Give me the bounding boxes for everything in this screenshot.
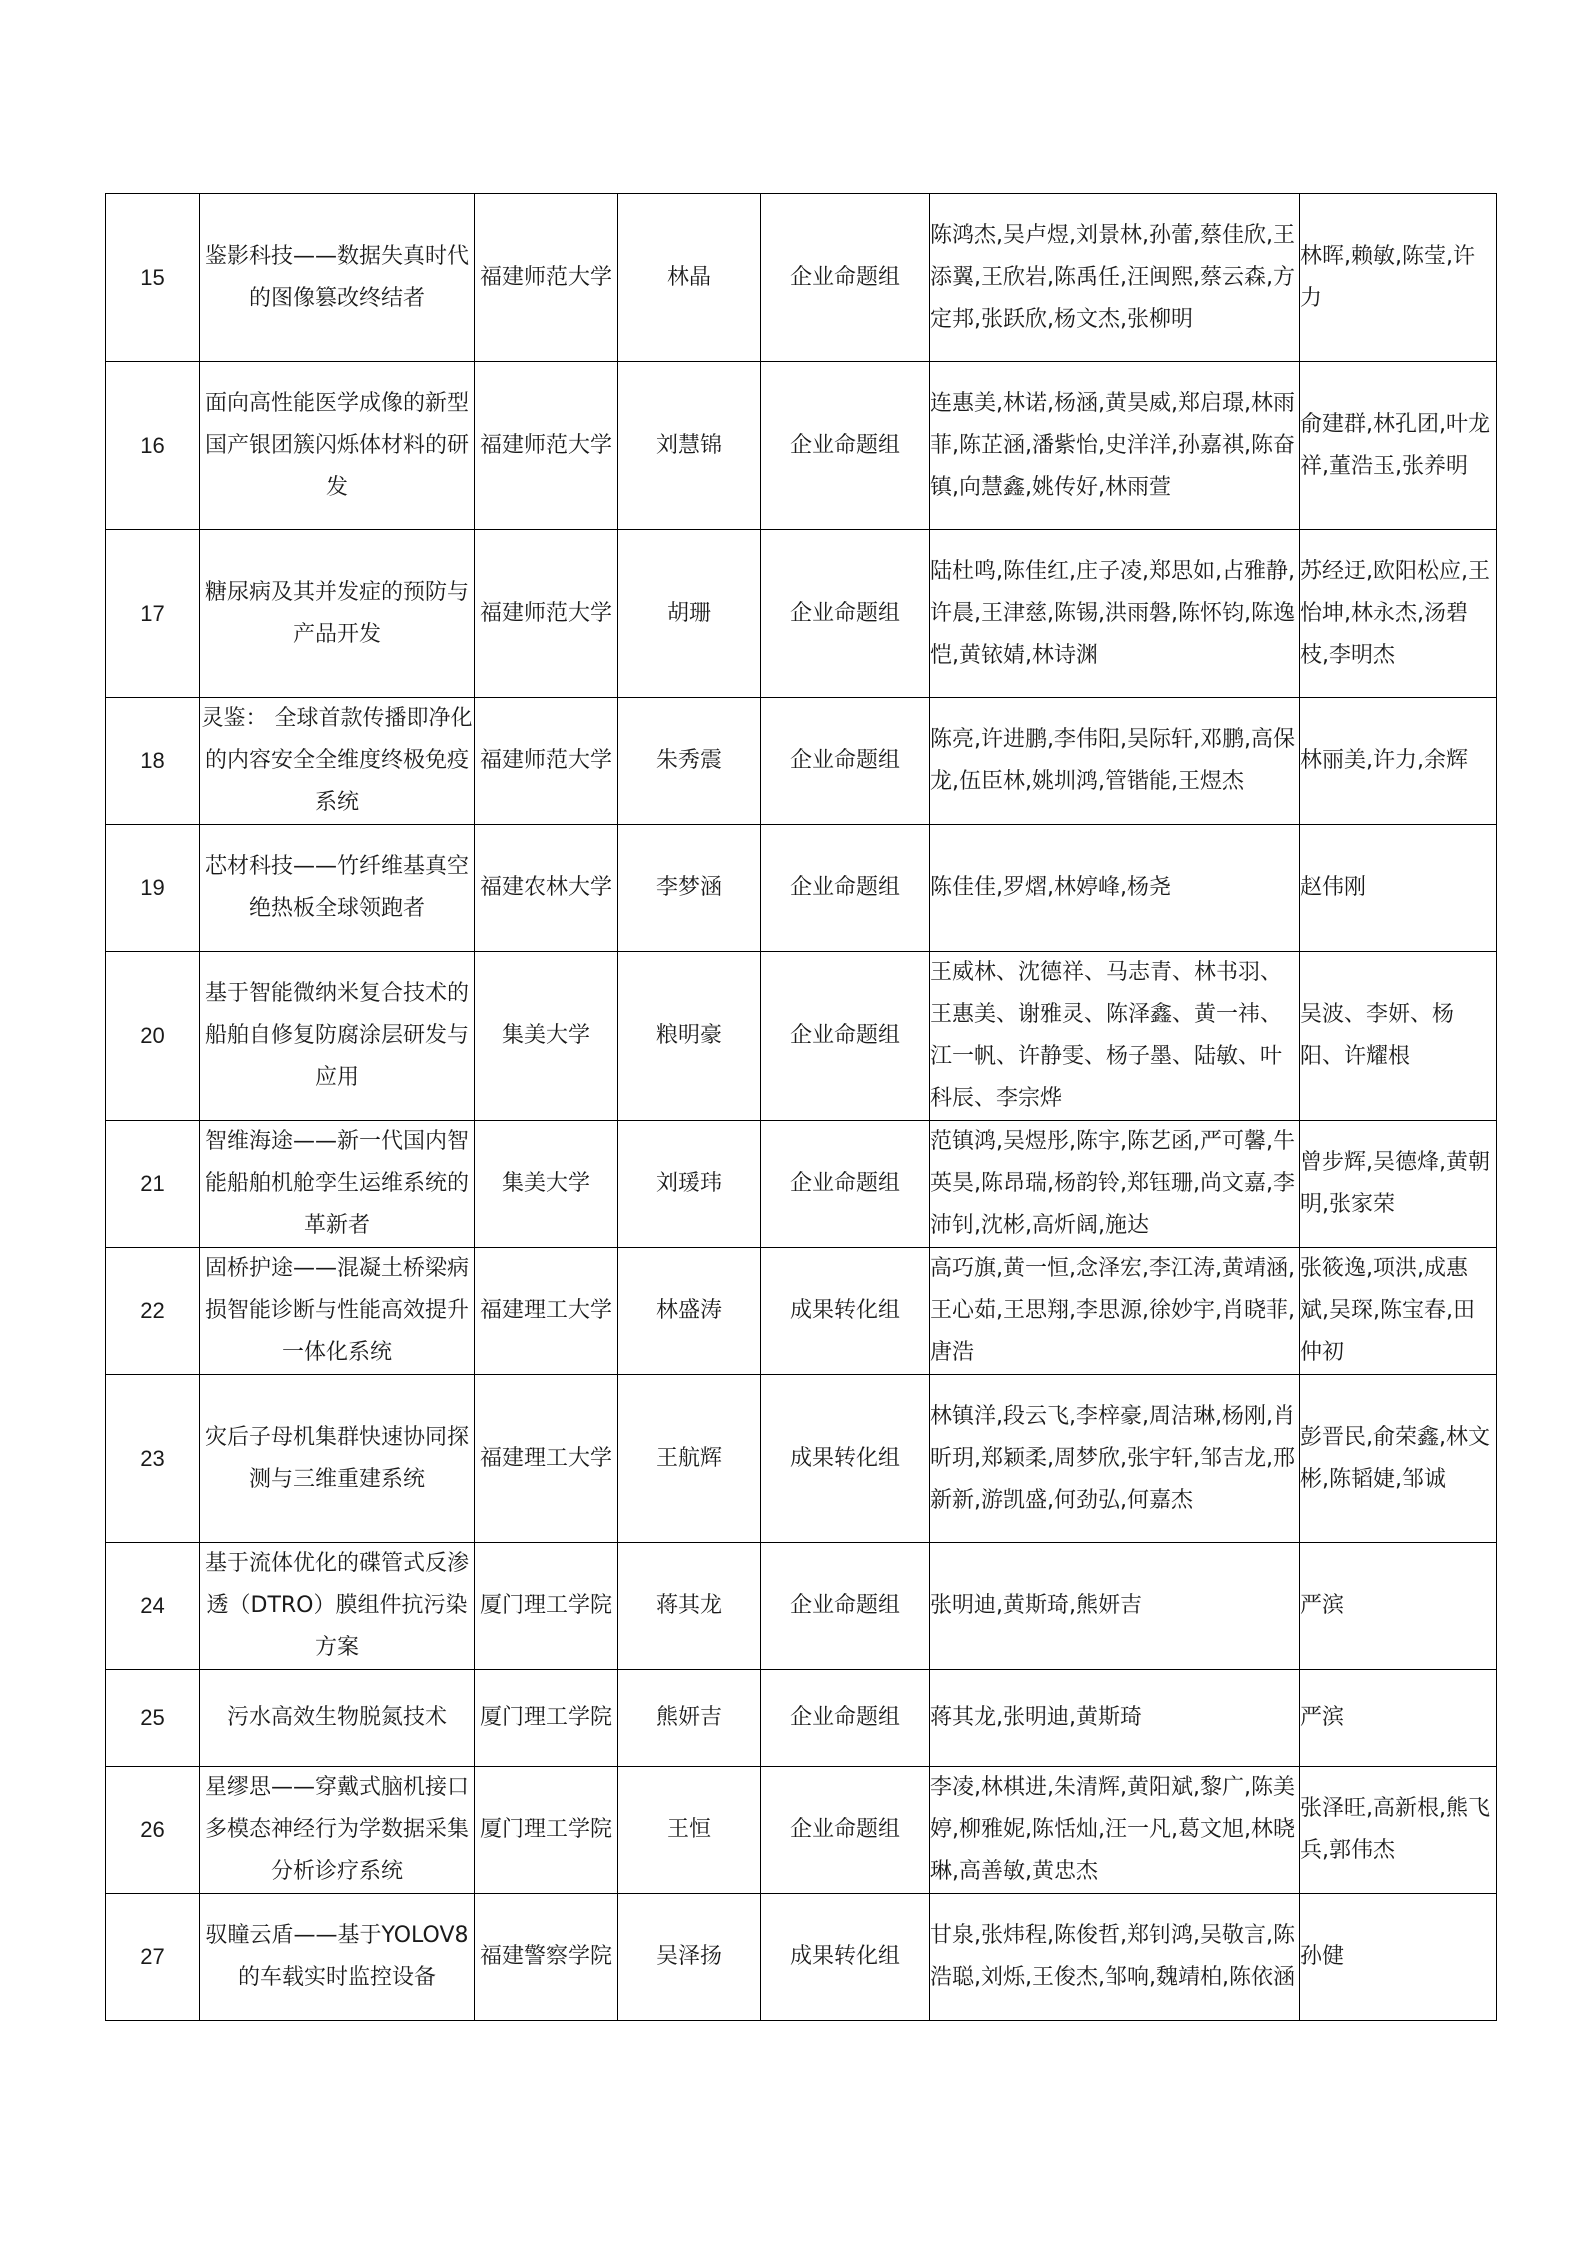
school-name: 厦门理工学院 — [475, 1767, 618, 1894]
school-name: 福建师范大学 — [475, 530, 618, 698]
school-name: 福建理工大学 — [475, 1248, 618, 1375]
table-row — [106, 194, 1497, 362]
table-row — [106, 1670, 1497, 1767]
team-leader: 蒋其龙 — [618, 1543, 761, 1670]
team-leader: 刘慧锦 — [618, 362, 761, 530]
team-members: 蒋其龙,张明迪,黄斯琦 — [930, 1670, 1300, 1767]
advisors: 严滨 — [1300, 1670, 1497, 1767]
table-row — [106, 1543, 1497, 1670]
table-row — [106, 952, 1497, 1121]
row-number: 16 — [106, 362, 200, 530]
table-row — [106, 1767, 1497, 1894]
table-row — [106, 825, 1497, 952]
team-leader: 吴泽扬 — [618, 1894, 761, 2021]
advisors: 俞建群,林孔团,叶龙祥,董浩玉,张养明 — [1300, 362, 1497, 530]
project-name: 灾后子母机集群快速协同探测与三维重建系统 — [200, 1375, 475, 1543]
team-members: 高巧旗,黄一恒,念泽宏,李江涛,黄靖涵,王心茹,王思翔,李思源,徐妙宇,肖晓菲,唐浩 — [930, 1248, 1300, 1375]
team-members: 林镇洋,段云飞,李梓豪,周洁琳,杨刚,肖昕玥,郑颖柔,周梦欣,张宇轩,邹吉龙,邢新新,游凯盛,何劲弘,何嘉杰 — [930, 1375, 1300, 1543]
competition-group: 成果转化组 — [761, 1375, 930, 1543]
team-members: 张明迪,黄斯琦,熊妍吉 — [930, 1543, 1300, 1670]
project-name: 星缪思——穿戴式脑机接口多模态神经行为学数据采集分析诊疗系统 — [200, 1767, 475, 1894]
project-name: 污水高效生物脱氮技术 — [200, 1670, 475, 1767]
team-leader: 李梦涵 — [618, 825, 761, 952]
table-row — [106, 698, 1497, 825]
table-row — [106, 1894, 1497, 2021]
competition-group: 企业命题组 — [761, 1543, 930, 1670]
table-row — [106, 1121, 1497, 1248]
school-name: 福建警察学院 — [475, 1894, 618, 2021]
document-page — [105, 193, 1497, 2021]
row-number: 18 — [106, 698, 200, 825]
team-members: 连惠美,林诺,杨涵,黄昊威,郑启璟,林雨菲,陈芷涵,潘紫怡,史洋洋,孙嘉祺,陈奋镇,向慧鑫,姚传好,林雨萱 — [930, 362, 1300, 530]
project-roster-table — [105, 193, 1497, 2021]
team-leader: 粮明豪 — [618, 952, 761, 1121]
team-leader: 林晶 — [618, 194, 761, 362]
school-name: 福建理工大学 — [475, 1375, 618, 1543]
team-members: 李凌,林棋进,朱清辉,黄阳斌,黎广,陈美婷,柳雅妮,陈恬灿,汪一凡,葛文旭,林晓琳,高善敏,黄忠杰 — [930, 1767, 1300, 1894]
row-number: 26 — [106, 1767, 200, 1894]
school-name: 福建师范大学 — [475, 362, 618, 530]
row-number: 15 — [106, 194, 200, 362]
table-row — [106, 362, 1497, 530]
team-members: 陆杜鸣,陈佳红,庄子凌,郑思如,占雅静,许晨,王津慈,陈锡,洪雨磐,陈怀钧,陈逸恺,黄铱婧,林诗渊 — [930, 530, 1300, 698]
competition-group: 企业命题组 — [761, 530, 930, 698]
table-row — [106, 1248, 1497, 1375]
school-name: 福建师范大学 — [475, 194, 618, 362]
competition-group: 企业命题组 — [761, 825, 930, 952]
table-row — [106, 1375, 1497, 1543]
project-name: 智维海途——新一代国内智能船舶机舱孪生运维系统的革新者 — [200, 1121, 475, 1248]
competition-group: 企业命题组 — [761, 362, 930, 530]
school-name: 厦门理工学院 — [475, 1670, 618, 1767]
advisors: 张筱逸,项洪,成惠斌,吴琛,陈宝春,田仲初 — [1300, 1248, 1497, 1375]
team-members: 范镇鸿,吴煜彤,陈宇,陈艺函,严可馨,牛英昊,陈昂瑞,杨韵铃,郑钰珊,尚文嘉,李沛钊,沈彬,高炘阔,施达 — [930, 1121, 1300, 1248]
advisors: 林丽美,许力,余辉 — [1300, 698, 1497, 825]
team-members: 甘泉,张炜程,陈俊哲,郑钊鸿,吴敬言,陈浩聪,刘烁,王俊杰,邹响,魏靖柏,陈依涵 — [930, 1894, 1300, 2021]
team-leader: 刘瑗玮 — [618, 1121, 761, 1248]
school-name: 集美大学 — [475, 1121, 618, 1248]
advisors: 张泽旺,高新根,熊飞兵,郭伟杰 — [1300, 1767, 1497, 1894]
project-name: 糖尿病及其并发症的预防与产品开发 — [200, 530, 475, 698]
team-members: 陈鸿杰,吴卢煜,刘景林,孙蕾,蔡佳欣,王添翼,王欣岩,陈禹任,汪闽熙,蔡云森,方定邦,张跃欣,杨文杰,张柳明 — [930, 194, 1300, 362]
team-members: 陈亮,许进鹏,李伟阳,吴际轩,邓鹏,高保龙,伍臣林,姚圳鸿,管锴能,王煜杰 — [930, 698, 1300, 825]
team-leader: 胡珊 — [618, 530, 761, 698]
row-number: 24 — [106, 1543, 200, 1670]
project-name: 芯材科技——竹纤维基真空绝热板全球领跑者 — [200, 825, 475, 952]
competition-group: 企业命题组 — [761, 952, 930, 1121]
row-number: 21 — [106, 1121, 200, 1248]
table-row — [106, 530, 1497, 698]
row-number: 23 — [106, 1375, 200, 1543]
school-name: 集美大学 — [475, 952, 618, 1121]
row-number: 19 — [106, 825, 200, 952]
advisors: 孙健 — [1300, 1894, 1497, 2021]
competition-group: 企业命题组 — [761, 1121, 930, 1248]
row-number: 17 — [106, 530, 200, 698]
project-name: 面向高性能医学成像的新型国产银团簇闪烁体材料的研发 — [200, 362, 475, 530]
competition-group: 成果转化组 — [761, 1894, 930, 2021]
project-name: 鉴影科技——数据失真时代的图像篡改终结者 — [200, 194, 475, 362]
team-leader: 熊妍吉 — [618, 1670, 761, 1767]
row-number: 25 — [106, 1670, 200, 1767]
school-name: 福建师范大学 — [475, 698, 618, 825]
project-name: 基于流体优化的碟管式反渗透（DTRO）膜组件抗污染方案 — [200, 1543, 475, 1670]
team-leader: 王恒 — [618, 1767, 761, 1894]
advisors: 林晖,赖敏,陈莹,许力 — [1300, 194, 1497, 362]
project-name: 灵鉴： 全球首款传播即净化的内容安全全维度终极免疫系统 — [200, 698, 475, 825]
row-number: 20 — [106, 952, 200, 1121]
advisors: 曾步辉,吴德烽,黄朝明,张家荣 — [1300, 1121, 1497, 1248]
team-leader: 林盛涛 — [618, 1248, 761, 1375]
advisors: 彭晋民,俞荣鑫,林文彬,陈韬婕,邹诚 — [1300, 1375, 1497, 1543]
project-name: 基于智能微纳米复合技术的船舶自修复防腐涂层研发与应用 — [200, 952, 475, 1121]
school-name: 厦门理工学院 — [475, 1543, 618, 1670]
team-members: 陈佳佳,罗熠,林婷峰,杨尧 — [930, 825, 1300, 952]
project-name: 驭瞳云盾——基于YOLOV8的车载实时监控设备 — [200, 1894, 475, 2021]
team-leader: 朱秀震 — [618, 698, 761, 825]
competition-group: 企业命题组 — [761, 194, 930, 362]
competition-group: 企业命题组 — [761, 698, 930, 825]
competition-group: 企业命题组 — [761, 1670, 930, 1767]
advisors: 吴波、李妍、杨阳、许耀根 — [1300, 952, 1497, 1121]
project-name: 固桥护途——混凝土桥梁病损智能诊断与性能高效提升一体化系统 — [200, 1248, 475, 1375]
advisors: 赵伟刚 — [1300, 825, 1497, 952]
competition-group: 成果转化组 — [761, 1248, 930, 1375]
advisors: 苏经迂,欧阳松应,王怡坤,林永杰,汤碧枝,李明杰 — [1300, 530, 1497, 698]
row-number: 27 — [106, 1894, 200, 2021]
row-number: 22 — [106, 1248, 200, 1375]
advisors: 严滨 — [1300, 1543, 1497, 1670]
competition-group: 企业命题组 — [761, 1767, 930, 1894]
team-leader: 王航辉 — [618, 1375, 761, 1543]
school-name: 福建农林大学 — [475, 825, 618, 952]
team-members: 王威林、沈德祥、马志青、林书羽、王惠美、谢雅灵、陈泽鑫、黄一祎、江一帆、许静雯、杨子墨、陆敏、叶科辰、李宗烨 — [930, 952, 1300, 1121]
